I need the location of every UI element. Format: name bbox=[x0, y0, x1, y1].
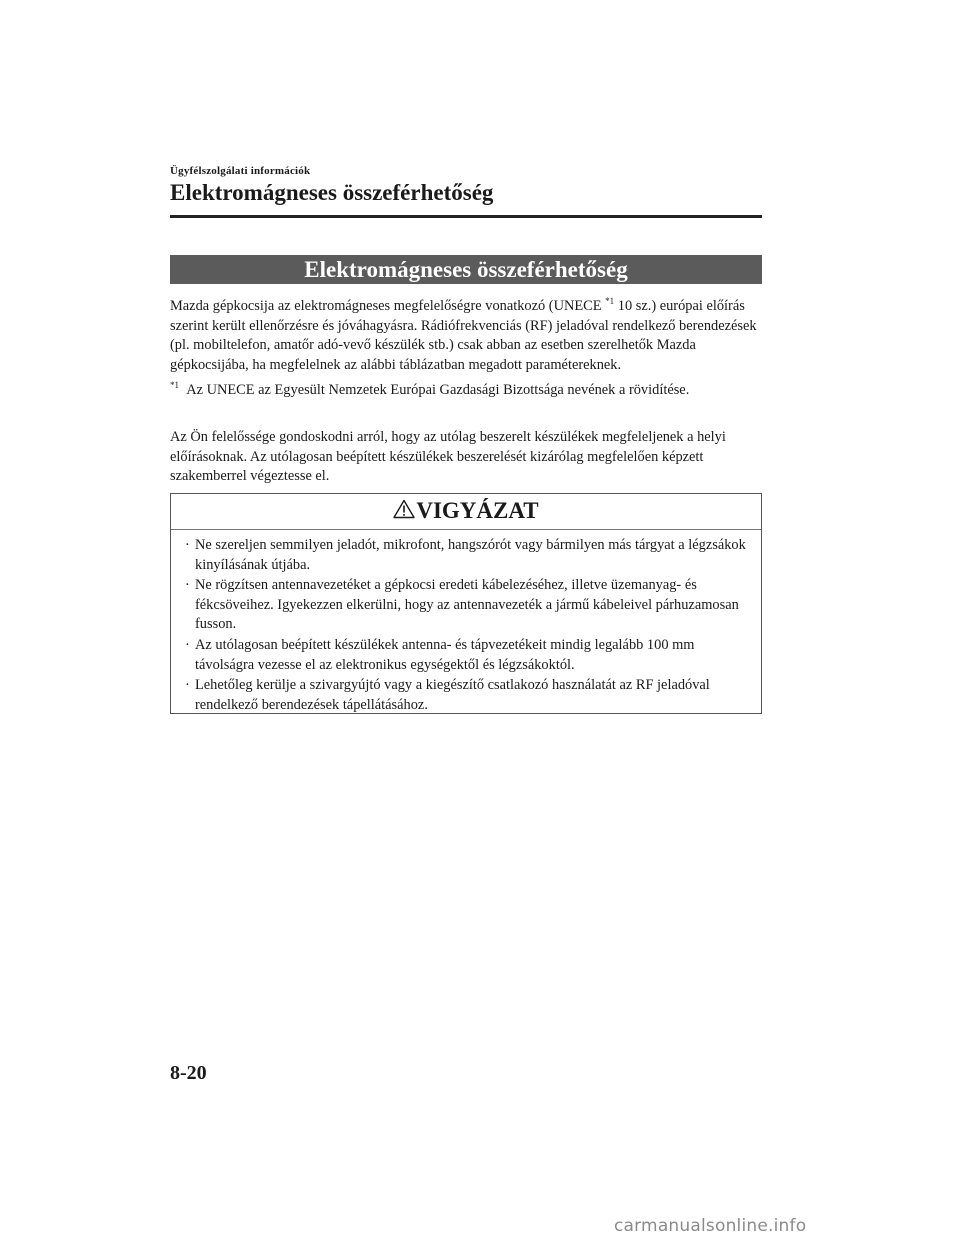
warning-item: · Az utólagosan beépített készülékek antenna- és tápvezetékeit mindig legalább 100 mm távolságra vezesse el az elektronikus egységektől és légzsákoktól. bbox=[185, 636, 695, 673]
warning-item: · Lehetőleg kerülje a szivargyújtó vagy a kiegészítő csatlakozó használatát az RF jeladóval rendelkező berendezések tápellátásához. bbox=[185, 677, 710, 713]
warning-item: · Ne rögzítsen antennavezetéket a gépkocsi eredeti kábelezéséhez, illetve üzemanyag- és fékcsöveihez. Igyekezzen elkerülni, hogy az antennavezeték a jármű kábeleivel párhuzamosan fusson. bbox=[185, 577, 739, 633]
warning-divider bbox=[171, 529, 761, 530]
footnote-mark: *1 bbox=[170, 380, 179, 391]
intro-text-start: Mazda gépkocsija az elektromágneses megfelelőségre vonatkozó (UNECE bbox=[170, 298, 606, 314]
warning-box bbox=[170, 493, 762, 714]
responsibility-paragraph: Az Ön felelőssége gondoskodni arról, hogy az utólag beszerelt készülékek megfeleljenek a helyi előírásoknak. Az utólagosan beépített készülékek beszerelését kizárólag megfelelően képzett szakemberrel végeztesse el. bbox=[170, 429, 726, 485]
footnote bbox=[170, 376, 762, 401]
bullet: · bbox=[185, 577, 190, 594]
bullet: · bbox=[185, 537, 190, 553]
warning-list bbox=[185, 536, 755, 716]
intro-paragraph bbox=[170, 292, 762, 375]
bullet: · bbox=[185, 677, 190, 694]
warning-triangle-icon bbox=[393, 499, 415, 519]
warning-title: VIGYÁZAT bbox=[416, 498, 539, 523]
intro-text-end: 10 sz.) európai előírás szerint került ellenőrzésre és jóváhagyásra. Rádiófrekvenciás (RF) jeladóval rendelkező berendezések (pl. mobiltelefon, amatőr adó-vevő készülék stb.) csak abban az esetben szerelhetők Mazda gépkocsijába, ha megfelelnek az alábbi táblázatban megadott paramétereknek. bbox=[170, 298, 757, 373]
footnote-reference: *1 bbox=[605, 296, 615, 306]
page-title: Elektromágneses összeférhetőség bbox=[170, 180, 494, 205]
site-watermark: carmanualsonline.info bbox=[614, 1216, 807, 1236]
footnote-text: Az UNECE az Egyesült Nemzetek Európai Gazdasági Bizottsága nevének a rövidítése. bbox=[186, 382, 690, 399]
section-label: Ügyfélszolgálati információk bbox=[170, 165, 311, 177]
section-banner: Elektromágneses összeférhetőség bbox=[170, 255, 762, 284]
warning-item: · Ne szereljen semmilyen jeladót, mikrofont, hangszórót vagy bármilyen más tárgyat a légzsákok kinyílásának útjába. bbox=[185, 537, 746, 573]
title-divider bbox=[170, 215, 762, 218]
bullet: · bbox=[185, 636, 190, 653]
page-number: 8-20 bbox=[170, 1062, 207, 1084]
warning-header bbox=[171, 496, 761, 526]
intro-block bbox=[170, 292, 762, 401]
